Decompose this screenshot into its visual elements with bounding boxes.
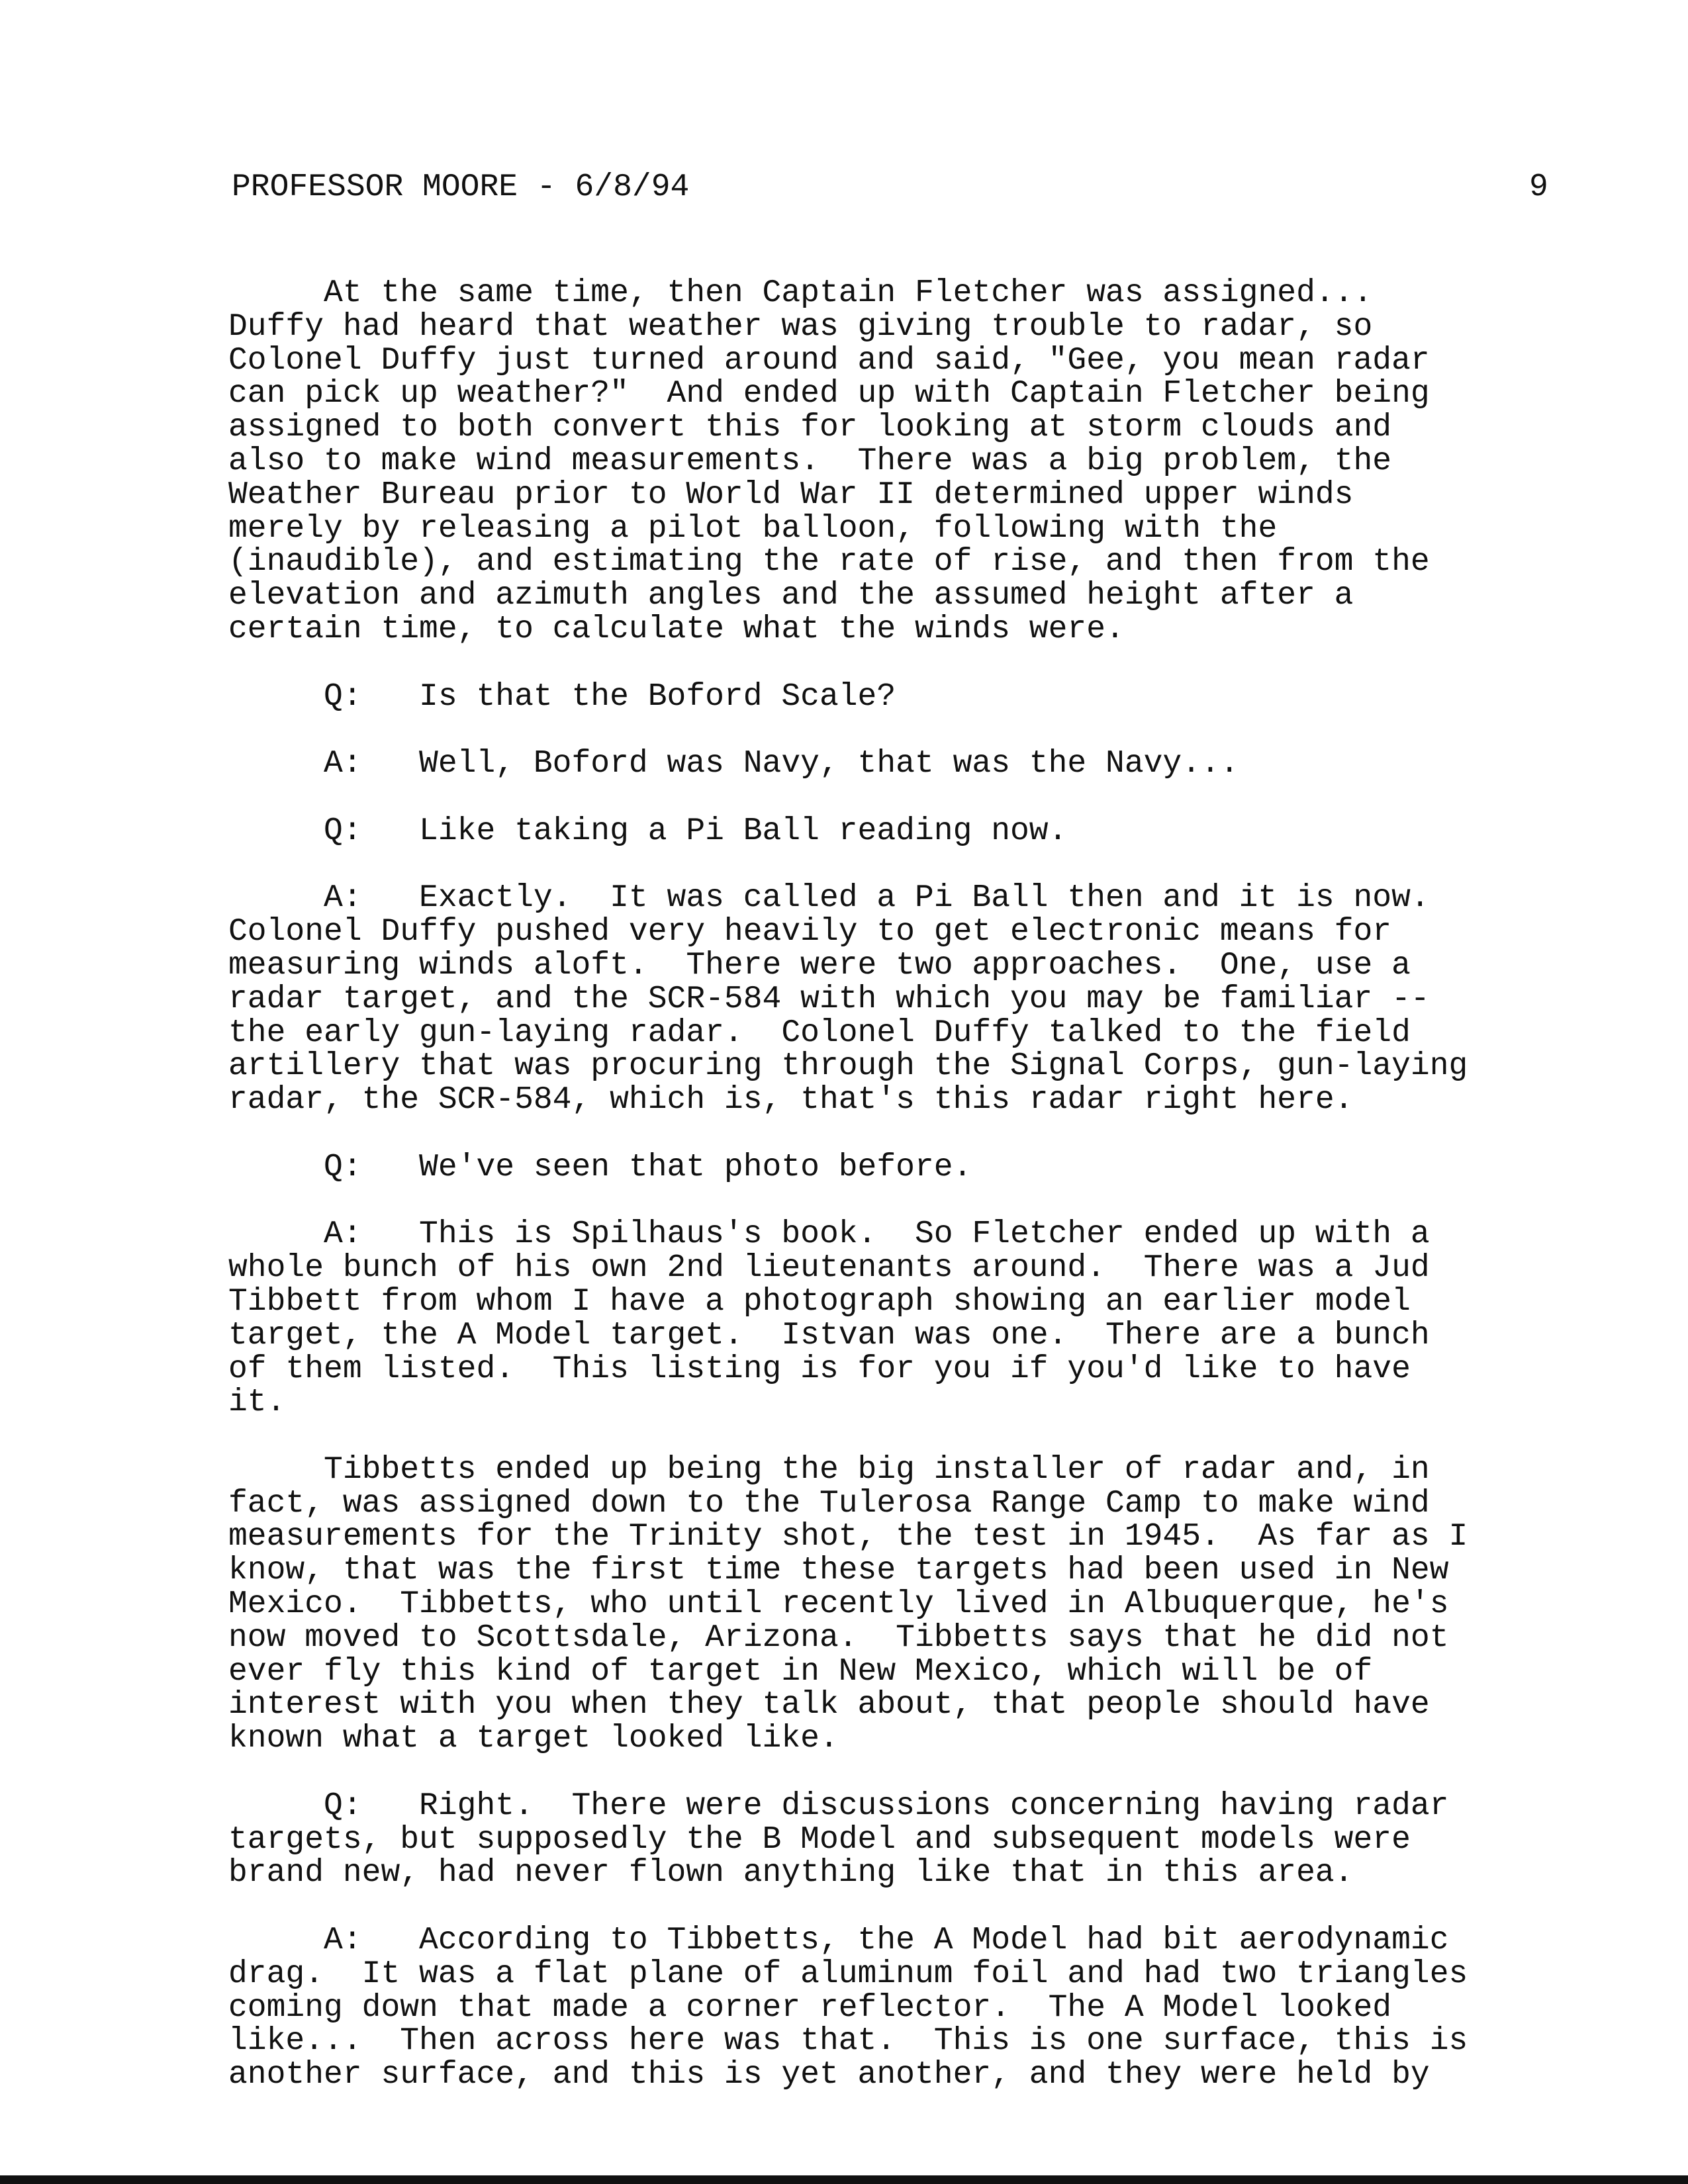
paragraph-9: Q: Right. There were discussions concerning having radar targets, but supposedly the B Model and subsequent models were brand new, had never flown anything like that in this area. xyxy=(228,1788,1449,1891)
paragraph-5: A: Exactly. It was called a Pi Ball then and it is now. Colonel Duffy pushed very heavily to get electronic means for measuring winds aloft. There were two approaches. One, use a radar target, and the SCR-584 with which you may be familiar -- the early gun-laying radar. Colonel Duffy talked to the field artillery that was procuring through the Signal Corps, gun-laying radar, the SCR-584, which is, that's this radar right here. xyxy=(228,880,1468,1118)
running-header-title: PROFESSOR MOORE - 6/8/94 xyxy=(232,169,690,205)
paragraph-2: Q: Is that the Boford Scale? xyxy=(228,678,896,715)
page-number: 9 xyxy=(1529,169,1548,205)
paragraph-4: Q: Like taking a Pi Ball reading now. xyxy=(228,813,1068,849)
paragraph-10: A: According to Tibbetts, the A Model had bit aerodynamic drag. It was a flat plane of aluminum foil and had two triangles coming down that made a corner reflector. The A Model looked like... Then across here was that. This is one surface, this is another surface, and this is yet another, and they were held by xyxy=(228,1923,1468,2093)
paragraph-7: A: This is Spilhaus's book. So Fletcher ended up with a whole bunch of his own 2nd lieutenants around. There was a Jud Tibbett from whom I have a photograph showing an earlier model target, the A Model target. Istvan was one. There are a bunch of them listed. This listing is for you if you'd like to have it. xyxy=(228,1216,1430,1421)
scan-bottom-edge xyxy=(0,2175,1688,2184)
transcript-body xyxy=(228,277,1559,2126)
paragraph-3: A: Well, Boford was Navy, that was the Navy... xyxy=(228,746,1239,782)
paragraph-6: Q: We've seen that photo before. xyxy=(228,1149,972,1185)
paragraph-8: Tibbetts ended up being the big installer of radar and, in fact, was assigned down to the Tulerosa Range Camp to make wind measurements for the Trinity shot, the test in 1945. As far as I know, that was the first time these targets had been used in New Mexico. Tibbetts, who until recently lived in Albuquerque, he's now moved to Scottsdale, Arizona. Tibbetts says that he did not ever fly this kind of target in New Mexico, which will be of interest with you when they talk about, that people should have known what a target looked like. xyxy=(228,1451,1468,1757)
paragraph-1: At the same time, then Captain Fletcher was assigned... Duffy had heard that weather was giving trouble to radar, so Colonel Duffy just turned around and said, "Gee, you mean radar can pick up weather?" And ended up with Captain Fletcher being assigned to both convert this for looking at storm clouds and also to make wind measurements. There was a big problem, the Weather Bureau prior to World War II determined upper winds merely by releasing a pilot balloon, following with the (inaudible), and estimating the rate of rise, and then from the elevation and azimuth angles and the assumed height after a certain time, to calculate what the winds were. xyxy=(228,275,1430,647)
